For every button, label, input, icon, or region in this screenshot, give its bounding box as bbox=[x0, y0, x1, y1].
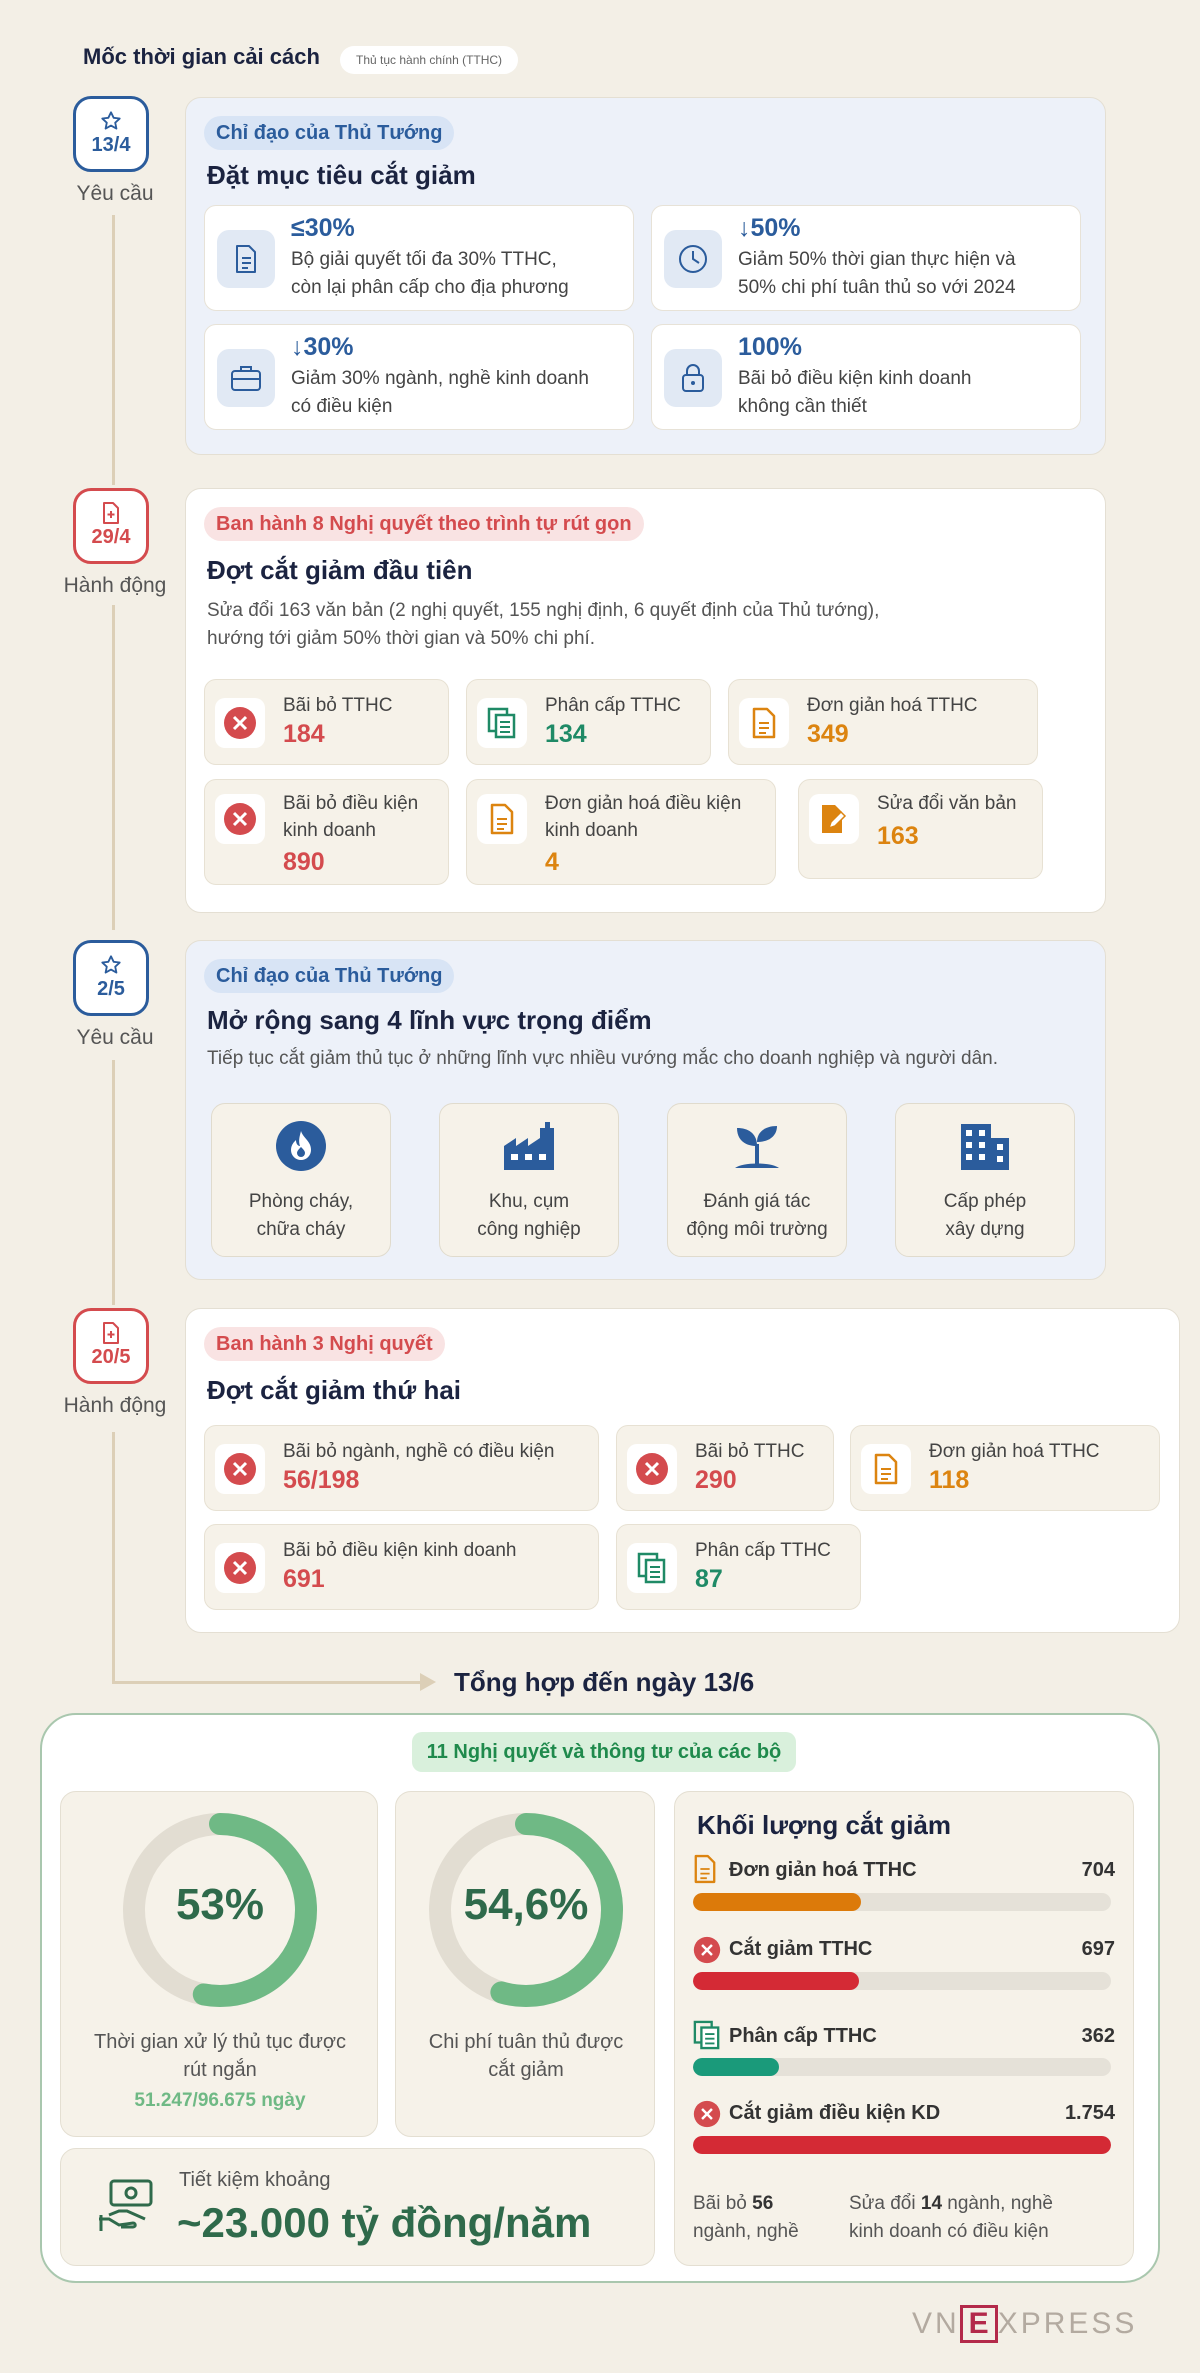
bar-label: Phân cấp TTHC bbox=[729, 2025, 877, 2047]
stat-label: Đơn giản hoá điều kiện bbox=[545, 793, 742, 814]
stat-value: 349 bbox=[807, 720, 849, 748]
donut-label: cắt giảm bbox=[488, 2059, 564, 2081]
stat-value: 4 bbox=[545, 848, 559, 876]
summary-title: Tổng hợp đến ngày 13/6 bbox=[454, 1667, 755, 1697]
field-label: công nghiệp bbox=[477, 1219, 581, 1240]
milestone-card bbox=[185, 940, 1106, 1280]
plant-icon bbox=[668, 1120, 846, 1174]
briefcase-icon bbox=[217, 349, 275, 407]
x-circle-icon bbox=[693, 2100, 721, 2133]
bar-label: Cắt giảm điều kiện KD bbox=[729, 2102, 941, 2124]
simplify-document-icon bbox=[861, 1444, 911, 1494]
stat-label: Bãi bỏ ngành, nghề có điều kiện bbox=[283, 1441, 555, 1462]
bar-fill bbox=[693, 2136, 1111, 2154]
star-icon bbox=[76, 954, 146, 976]
footnote bbox=[693, 2190, 799, 2246]
stat-label: Đơn giản hoá TTHC bbox=[929, 1441, 1100, 1462]
milestone-card bbox=[185, 488, 1106, 913]
footnote-number: 56 bbox=[752, 2193, 774, 2214]
donut-label: rút ngắn bbox=[183, 2059, 257, 2081]
bar-fill bbox=[693, 1972, 859, 1990]
footnote-text: ngành, nghề bbox=[947, 2193, 1053, 2214]
goal-item bbox=[651, 324, 1081, 430]
milestone-date: 20/5 bbox=[91, 1346, 131, 1368]
timeline-line bbox=[112, 215, 115, 485]
milestone-type: Yêu cầu bbox=[76, 1026, 154, 1049]
donut-value: 53% bbox=[175, 1880, 265, 1929]
stat-label: Bãi bỏ điều kiện bbox=[283, 793, 419, 814]
field-label: Khu, cụm bbox=[488, 1191, 570, 1212]
stat-label: Phân cấp TTHC bbox=[545, 695, 681, 716]
documents-stack-icon bbox=[477, 698, 527, 748]
field-label: chữa cháy bbox=[256, 1219, 346, 1240]
stat-value: 890 bbox=[283, 848, 325, 876]
goal-text: còn lại phân cấp cho địa phương bbox=[291, 277, 569, 298]
footnote-text: kinh doanh có điều kiện bbox=[849, 2221, 1049, 2242]
focus-field bbox=[667, 1103, 847, 1257]
bar-value: 697 bbox=[1081, 1938, 1115, 1960]
card-title: Đợt cắt giảm đầu tiên bbox=[207, 555, 473, 585]
card-description: Sửa đổi 163 văn bản (2 nghị quyết, 155 nghị định, 6 quyết định của Thủ tướng), bbox=[207, 600, 880, 621]
document-icon bbox=[217, 230, 275, 288]
clock-icon bbox=[664, 230, 722, 288]
x-circle-icon bbox=[215, 794, 265, 844]
page-title: Mốc thời gian cải cách bbox=[83, 44, 320, 69]
simplify-document-icon bbox=[693, 1854, 717, 1889]
directive-pill: Chỉ đạo của Thủ Tướng bbox=[204, 959, 454, 993]
stat-label: Đơn giản hoá TTHC bbox=[807, 695, 978, 716]
milestone-badge bbox=[73, 940, 149, 1016]
stat-item bbox=[616, 1425, 834, 1511]
stat-label: kinh doanh bbox=[283, 820, 376, 841]
x-circle-icon bbox=[627, 1444, 677, 1494]
field-label: Đánh giá tác bbox=[703, 1191, 811, 1212]
stat-item bbox=[798, 779, 1043, 879]
field-label: động môi trường bbox=[686, 1219, 828, 1240]
simplify-document-icon bbox=[477, 794, 527, 844]
fire-icon bbox=[212, 1120, 390, 1174]
milestone-card bbox=[185, 1308, 1180, 1633]
stat-value: 290 bbox=[695, 1466, 737, 1494]
bar-label: Đơn giản hoá TTHC bbox=[729, 1859, 917, 1881]
bar-value: 1.754 bbox=[1064, 2102, 1115, 2124]
stat-item bbox=[204, 1425, 599, 1511]
lock-icon bbox=[664, 349, 722, 407]
saving-card bbox=[60, 2148, 655, 2266]
x-circle-icon bbox=[693, 1936, 721, 1969]
x-circle-icon bbox=[215, 698, 265, 748]
x-circle-icon bbox=[215, 1543, 265, 1593]
bar-track bbox=[693, 2136, 1111, 2154]
milestone-type: Hành động bbox=[63, 1394, 167, 1417]
milestone-card bbox=[185, 97, 1106, 455]
stat-label: kinh doanh bbox=[545, 820, 638, 841]
goal-text: 50% chi phí tuân thủ so với 2024 bbox=[738, 277, 1016, 298]
volume-card bbox=[674, 1791, 1134, 2266]
bar-track bbox=[693, 1893, 1111, 1911]
milestone-date: 29/4 bbox=[91, 526, 131, 548]
donut-value: 54,6% bbox=[463, 1880, 589, 1929]
goal-value: 100% bbox=[738, 333, 802, 361]
goal-text: Giảm 50% thời gian thực hiện và bbox=[738, 249, 1016, 270]
stat-value: 184 bbox=[283, 720, 325, 748]
edit-document-icon bbox=[809, 794, 859, 844]
goal-value: ≤30% bbox=[291, 214, 355, 242]
milestone-date: 13/4 bbox=[91, 134, 131, 156]
stat-value: 163 bbox=[877, 822, 919, 850]
milestone-badge bbox=[73, 488, 149, 564]
stat-item bbox=[204, 679, 449, 765]
milestone-badge bbox=[73, 1308, 149, 1384]
logo-mark: E bbox=[960, 2305, 998, 2343]
goal-item bbox=[204, 324, 634, 430]
goal-text: có điều kiện bbox=[291, 396, 393, 417]
stat-label: Phân cấp TTHC bbox=[695, 1540, 831, 1561]
documents-stack-icon bbox=[693, 2020, 721, 2055]
stat-item bbox=[466, 779, 776, 885]
footnote bbox=[849, 2190, 1053, 2246]
donut-card bbox=[60, 1791, 378, 2137]
donut-sub-value: 51.247/96.675 ngày bbox=[134, 2090, 306, 2111]
goal-text: không cần thiết bbox=[738, 396, 867, 417]
stat-item bbox=[728, 679, 1038, 765]
arrow-right-icon bbox=[420, 1673, 436, 1696]
field-label: Cấp phép bbox=[943, 1191, 1027, 1212]
volume-title: Khối lượng cắt giảm bbox=[697, 1810, 951, 1840]
focus-field bbox=[439, 1103, 619, 1257]
goal-item bbox=[204, 205, 634, 311]
card-description: hướng tới giảm 50% thời gian và 50% chi phí. bbox=[207, 628, 596, 649]
field-label: Phòng cháy, bbox=[248, 1191, 354, 1212]
vnexpress-logo bbox=[912, 2305, 1137, 2343]
donut-label: Chi phí tuân thủ được bbox=[428, 2031, 624, 2053]
bar-value: 704 bbox=[1081, 1859, 1115, 1881]
star-icon bbox=[76, 110, 146, 132]
goal-value: ↓30% bbox=[291, 333, 354, 361]
goal-text: Bộ giải quyết tối đa 30% TTHC, bbox=[291, 249, 557, 270]
donut-card bbox=[395, 1791, 655, 2137]
footnote-text: Sửa đổi bbox=[849, 2193, 916, 2214]
stat-value: 134 bbox=[545, 720, 587, 748]
footnote-number: 14 bbox=[920, 2193, 943, 2214]
bar-label: Cắt giảm TTHC bbox=[729, 1938, 873, 1960]
logo-text: XPRESS bbox=[997, 2307, 1138, 2340]
donut-label: Thời gian xử lý thủ tục được bbox=[94, 2031, 346, 2053]
focus-field bbox=[895, 1103, 1075, 1257]
milestone-date: 2/5 bbox=[97, 978, 125, 1000]
bar-track bbox=[693, 2058, 1111, 2076]
card-title: Mở rộng sang 4 lĩnh vực trọng điểm bbox=[207, 1005, 652, 1035]
building-icon bbox=[896, 1120, 1074, 1174]
stat-label: Sửa đổi văn bản bbox=[877, 793, 1017, 814]
stat-item bbox=[466, 679, 711, 765]
timeline-line bbox=[112, 1432, 115, 1682]
milestone-badge bbox=[73, 96, 149, 172]
bar-fill bbox=[693, 2058, 779, 2076]
timeline-line bbox=[112, 1060, 115, 1305]
stat-label: Bãi bỏ điều kiện kinh doanh bbox=[283, 1540, 517, 1561]
stat-label: Bãi bỏ TTHC bbox=[695, 1441, 805, 1462]
card-title: Đặt mục tiêu cắt giảm bbox=[207, 160, 476, 190]
milestone-type: Yêu cầu bbox=[76, 182, 154, 205]
stat-value: 87 bbox=[695, 1565, 723, 1593]
stat-value: 118 bbox=[929, 1466, 970, 1494]
topic-tag: Thủ tục hành chính (TTHC) bbox=[340, 46, 518, 74]
stat-label: Bãi bỏ TTHC bbox=[283, 695, 393, 716]
bar-track bbox=[693, 1972, 1111, 1990]
action-pill: Ban hành 8 Nghị quyết theo trình tự rút gọn bbox=[204, 507, 644, 541]
document-plus-icon bbox=[76, 502, 146, 524]
footnote-text: ngành, nghề bbox=[693, 2221, 799, 2242]
stat-item bbox=[850, 1425, 1160, 1511]
card-title: Đợt cắt giảm thứ hai bbox=[207, 1375, 462, 1405]
logo-text: VN bbox=[912, 2307, 960, 2340]
simplify-document-icon bbox=[739, 698, 789, 748]
money-hand-icon bbox=[97, 2177, 157, 2242]
goal-value: ↓50% bbox=[738, 214, 801, 242]
summary-box bbox=[40, 1713, 1160, 2283]
document-plus-icon bbox=[76, 1322, 146, 1344]
footnote-text: Bãi bỏ bbox=[693, 2193, 747, 2214]
timeline-line bbox=[112, 605, 115, 930]
saving-value: ~23.000 tỷ đồng/năm bbox=[177, 2199, 592, 2246]
goal-text: Giảm 30% ngành, nghề kinh doanh bbox=[291, 368, 589, 389]
bar-fill bbox=[693, 1893, 861, 1911]
summary-pill: 11 Nghị quyết và thông tư của các bộ bbox=[412, 1732, 796, 1772]
directive-pill: Chỉ đạo của Thủ Tướng bbox=[204, 116, 454, 150]
stat-item bbox=[616, 1524, 861, 1610]
saving-label: Tiết kiệm khoảng bbox=[179, 2169, 331, 2191]
action-pill: Ban hành 3 Nghị quyết bbox=[204, 1327, 445, 1361]
goal-text: Bãi bỏ điều kiện kinh doanh bbox=[738, 368, 972, 389]
x-circle-icon bbox=[215, 1444, 265, 1494]
factory-icon bbox=[440, 1120, 618, 1174]
field-label: xây dựng bbox=[945, 1219, 1025, 1240]
bar-value: 362 bbox=[1081, 2025, 1115, 2047]
card-description: Tiếp tục cắt giảm thủ tục ở những lĩnh vực nhiều vướng mắc cho doanh nghiệp và người dân. bbox=[207, 1048, 999, 1069]
stat-value: 56/198 bbox=[283, 1466, 360, 1494]
summary-arrow-line bbox=[112, 1681, 424, 1684]
documents-stack-icon bbox=[627, 1543, 677, 1593]
milestone-type: Hành động bbox=[63, 574, 167, 597]
focus-field bbox=[211, 1103, 391, 1257]
stat-value: 691 bbox=[283, 1565, 325, 1593]
goal-item bbox=[651, 205, 1081, 311]
stat-item bbox=[204, 779, 449, 885]
stat-item bbox=[204, 1524, 599, 1610]
